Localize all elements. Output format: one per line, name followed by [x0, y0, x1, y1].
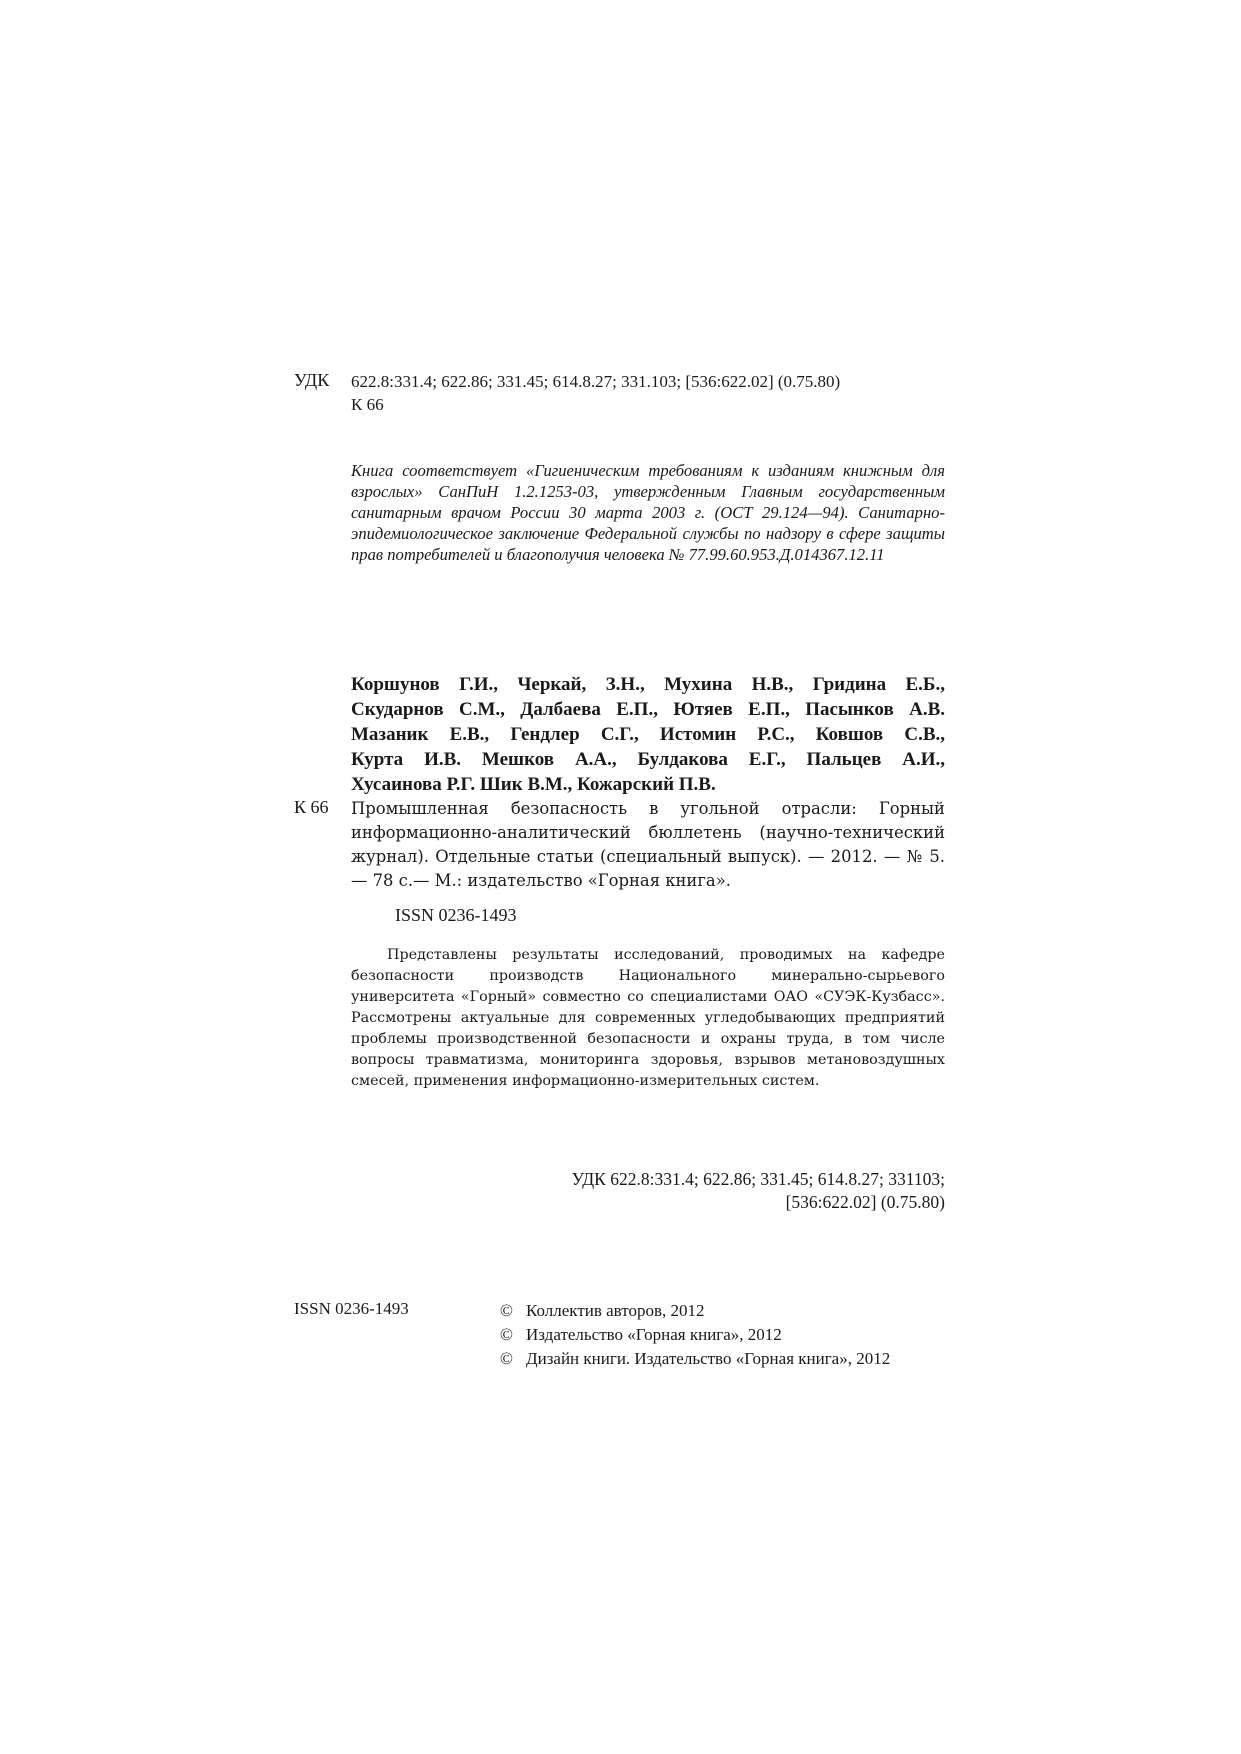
udk-label: УДК [294, 370, 330, 390]
copyright-row [500, 1323, 890, 1347]
hygiene-notice: Книга соответствует «Гигиеническим требованиям к изданиям книжным для взрослых» СанПиН 1.2.1253-03, утвержденным Главным государственным санитарным врачом России 30 марта 2003 г. (ОСТ 29.124—94). Санитарно-эпидемиологическое заключение Федеральной службы по надзору в сфере защиты прав потребителей и благополучия человека № 77.99.60.953.Д.014367.12.11 [351, 461, 945, 564]
udk-bottom [445, 1168, 945, 1214]
udk-codes-block [351, 370, 840, 416]
copyright-row [500, 1347, 890, 1371]
authors-list [351, 672, 945, 797]
entry-sign: К 66 [294, 797, 329, 817]
author-sign: К 66 [351, 395, 384, 414]
abstract: Представлены результаты исследований, проводимых на кафедре безопасности производств Национального минерально-сырьевого университета «Горный» совместно со специалистами ОАО «СУЭК-Кузбасс». Рассмотрены актуальные для современных угледобывающих предприятий проблемы производственной безопасности и охраны труда, в том числе вопросы травматизма, мониторинга здоровья, взрывов метановоздушных смесей, применения информационно-измерительных систем. [351, 947, 945, 1089]
udk-bottom-line: УДК 622.8:331.4; 622.86; 331.45; 614.8.27; 331103; [571, 1169, 945, 1189]
copyright-symbol: © [500, 1325, 513, 1344]
copyright-text: Коллектив авторов, 2012 [526, 1301, 705, 1320]
udk-bottom-line: [536:622.02] (0.75.80) [785, 1192, 945, 1212]
copyright-symbol: © [500, 1349, 513, 1368]
copyright-text: Дизайн книги. Издательство «Горная книга», 2012 [526, 1349, 891, 1368]
copyright-row [500, 1299, 890, 1323]
authors-line: Коршунов Г.И., Черкай, З.Н., Мухина Н.В., Гридина Е.Б., [351, 674, 945, 695]
authors-line: Хусаинова Р.Г. Шик В.М., Кожарский П.В. [351, 774, 716, 795]
issn-mid: ISSN 0236-1493 [395, 905, 517, 925]
authors-line: Скударнов С.М., Далбаева Е.П., Ютяев Е.П., Пасынков А.В. [351, 699, 945, 720]
authors-line: Мазаник Е.В., Гендлер С.Г., Истомин Р.С., Ковшов С.В., [351, 724, 945, 745]
copyrights [500, 1299, 890, 1371]
copyright-symbol: © [500, 1301, 513, 1320]
bibliographic-title: Промышленная безопасность в угольной отрасли: Горный информационно-аналитический бюллетень (научно-технический журнал). Отдельные статьи (специальный выпуск). — 2012. — № 5. — 78 с.— М.: издательство «Горная книга». [351, 799, 945, 890]
copyright-text: Издательство «Горная книга», 2012 [526, 1325, 782, 1344]
authors-line: Курта И.В. Мешков А.А., Булдакова Е.Г., Пальцев А.И., [351, 749, 945, 770]
udk-codes: 622.8:331.4; 622.86; 331.45; 614.8.27; 331.103; [536:622.02] (0.75.80) [351, 372, 841, 391]
issn-bottom: ISSN 0236-1493 [294, 1299, 409, 1318]
